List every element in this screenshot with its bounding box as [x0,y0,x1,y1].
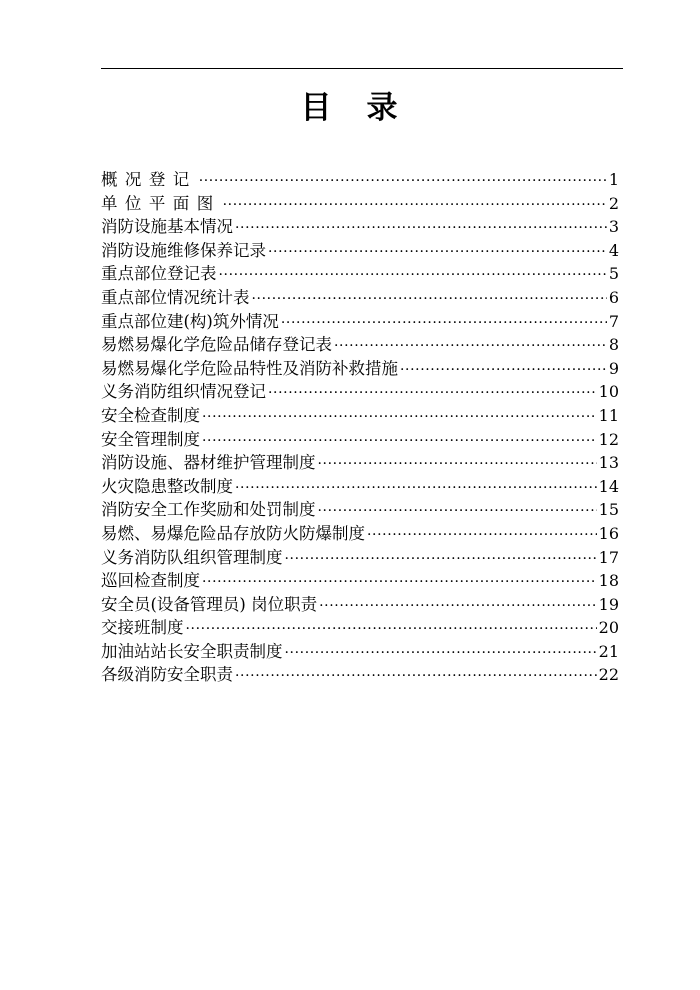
toc-dot-leader [318,453,597,477]
toc-entry-title: 加油站站长安全职责制度 [101,641,283,661]
toc-dot-leader [268,382,597,406]
toc-page-number: 11 [598,405,619,425]
toc-page-number: 6 [608,287,619,307]
toc-page-number: 8 [608,335,619,355]
toc-entry[interactable] [101,451,619,475]
toc-page-number: 2 [608,193,619,213]
toc-page-number: 1 [608,170,619,189]
toc-page-number: 9 [608,358,619,378]
toc-page-number: 5 [608,264,619,284]
toc-entry-title: 单位平面图 [101,193,221,213]
toc-entry-title: 消防安全工作奖励和处罚制度 [101,500,316,520]
toc-entry-title: 易燃易爆化学危险品特性及消防补救措施 [101,358,398,378]
toc-entry-title: 交接班制度 [101,618,184,638]
toc-entry[interactable] [101,593,619,617]
toc-dot-leader [202,406,597,430]
toc-dot-leader [223,194,607,218]
toc-entry[interactable] [101,262,619,286]
toc-entry[interactable] [101,310,619,334]
toc-dot-leader [319,595,597,619]
toc-dot-leader [235,665,597,689]
toc-dot-leader [268,241,607,265]
toc-entry[interactable] [101,640,619,664]
toc-dot-leader [219,264,607,288]
header-rule [101,68,623,69]
toc-page-number: 4 [608,240,619,260]
toc-entry[interactable] [101,404,619,428]
toc-entry[interactable] [101,357,619,381]
toc-entry[interactable] [101,168,619,192]
toc-entry-title: 重点部位登记表 [101,264,217,284]
toc-entry-title: 消防设施维修保养记录 [101,240,266,260]
toc-page-number: 13 [598,453,619,473]
toc-entry[interactable] [101,663,619,687]
toc-page-number: 12 [598,429,619,449]
toc-dot-leader [252,288,607,312]
toc-dot-leader [202,430,597,454]
toc-page-number: 3 [608,217,619,237]
page-title: 目 录 [300,90,400,126]
toc-dot-leader [285,548,597,572]
toc-entry[interactable] [101,569,619,593]
toc-entry-title: 消防设施基本情况 [101,217,233,237]
toc-entry-title: 安全管理制度 [101,429,200,449]
toc-dot-leader [199,170,607,194]
toc-entry-title: 概况登记 [101,170,197,189]
toc-entry-title: 义务消防队组织管理制度 [101,547,283,567]
toc-entry-title: 安全员(设备管理员) 岗位职责 [101,594,318,614]
toc-entry-title: 义务消防组织情况登记 [101,382,266,402]
toc-dot-leader [334,335,607,359]
toc-entry[interactable] [101,546,619,570]
toc-dot-leader [281,312,607,336]
toc-entry-title: 各级消防安全职责 [101,665,233,685]
toc-page-number: 18 [598,571,619,591]
toc-page-number: 15 [598,500,619,520]
toc-dot-leader [202,571,597,595]
toc-entry[interactable] [101,522,619,546]
toc-page-number: 22 [598,665,619,685]
toc-dot-leader [235,217,607,241]
toc-page-number: 20 [598,618,619,638]
toc-entry[interactable] [101,286,619,310]
table-of-contents [101,168,619,687]
toc-page-number: 16 [598,523,619,543]
toc-entry[interactable] [101,215,619,239]
toc-entry-title: 重点部位情况统计表 [101,287,250,307]
toc-entry[interactable] [101,616,619,640]
toc-entry-title: 消防设施、器材维护管理制度 [101,453,316,473]
toc-page-number: 7 [608,311,619,331]
toc-entry[interactable] [101,239,619,263]
toc-entry[interactable] [101,428,619,452]
toc-entry[interactable] [101,498,619,522]
toc-dot-leader [235,477,597,501]
toc-page-number: 10 [598,382,619,402]
toc-entry-title: 安全检查制度 [101,405,200,425]
toc-entry[interactable] [101,333,619,357]
toc-entry[interactable] [101,192,619,216]
toc-entry-title: 易燃易爆化学危险品储存登记表 [101,335,332,355]
toc-page-number: 14 [598,476,619,496]
toc-entry-title: 火灾隐患整改制度 [101,476,233,496]
toc-entry[interactable] [101,475,619,499]
toc-dot-leader [186,618,597,642]
toc-page-number: 21 [598,641,619,661]
toc-entry[interactable] [101,380,619,404]
toc-dot-leader [367,524,597,548]
toc-page-number: 17 [598,547,619,567]
toc-page-number: 19 [598,594,619,614]
toc-entry-title: 重点部位建(构)筑外情况 [101,311,279,331]
toc-dot-leader [318,500,597,524]
toc-entry-title: 易燃、易爆危险品存放防火防爆制度 [101,523,365,543]
toc-entry-title: 巡回检查制度 [101,571,200,591]
toc-dot-leader [285,642,597,666]
toc-dot-leader [400,359,607,383]
